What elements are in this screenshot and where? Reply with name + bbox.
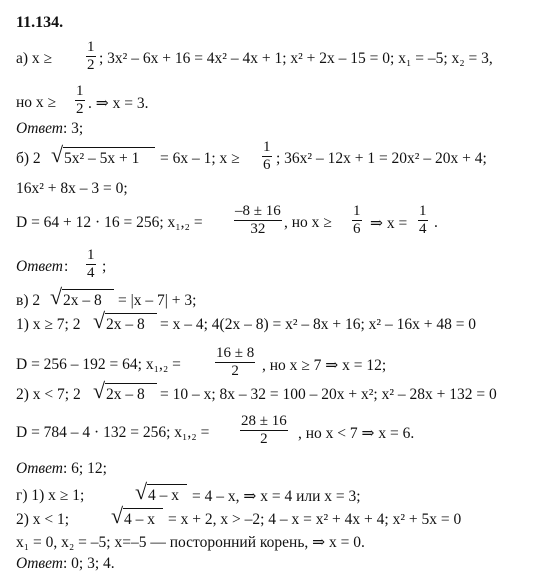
sqrt-sign-d2: √ [111,503,124,528]
answer-c: Ответ: 6; 12; [16,460,107,477]
line-b-disc: D = 64 + 12 · 16 = 256; x₁,₂ = [16,214,203,231]
radicand-c: 2x – 8 [63,292,102,309]
fraction-sixth: 1 6 [263,139,271,173]
line-c2-eq: = 10 – x; 8x – 32 = 100 – 20x + x²; x² – 28x + 132 = 0 [160,386,497,403]
line-d1-eq: = 4 – x, ⇒ x = 4 или x = 3; [192,488,361,505]
sqrt-sign-c2: √ [93,378,106,403]
line-b-eq2: ; 36x² – 12x + 1 = 20x² – 20x + 4; [276,150,487,167]
line-c1-start: 1) x ≥ 7; 2 [16,316,81,333]
sqrt-bar-d2 [123,508,163,509]
line-a-cond: но x ≥ [16,94,57,111]
sqrt-sign-c: √ [50,284,63,309]
line-a-eq: ; 3x² – 6x + 16 = 4x² – 4x + 1; x² + 2x – 15 = 0; x₁ = –5; x₂ = 3, [99,50,493,67]
line-b-eq: = 6x – 1; x ≥ [160,150,240,167]
line-b-quad: 16x² + 8x – 3 = 0; [16,180,128,197]
answer-b-colon: : [64,258,69,275]
sqrt-bar-c [62,289,114,290]
line-b-result: ⇒ x = [370,215,408,232]
line-c1-result: , но x ≥ 7 ⇒ x = 12; [262,357,387,374]
line-b-cond: , но x ≥ [284,214,332,231]
line-c2-result: , но x < 7 ⇒ x = 6. [298,425,415,442]
line-c2-disc: D = 784 – 4 · 132 = 256; x₁,₂ = [16,424,210,441]
line-c1-eq: = x – 4; 4(2x – 8) = x² – 8x + 16; x² – 16x + 48 = 0 [160,316,477,333]
line-c1-disc: D = 256 – 192 = 64; x₁,₂ = [16,356,181,373]
line-b-start: б) 2 [16,150,41,167]
answer-b-end: ; [102,258,107,275]
fraction-half-2: 1 2 [76,83,84,117]
problem-number: 11.134. [16,14,64,31]
radicand-c1: 2x – 8 [106,316,145,333]
radicand-d1: 4 – x [148,487,179,504]
fraction-sixth-2: 1 6 [353,203,361,237]
radicand-d2: 4 – x [124,511,155,528]
answer-b-fraction: 1 4 [87,247,95,281]
fraction-quarter: 1 4 [419,203,427,237]
line-d1-start: г) 1) x ≥ 1; [16,487,85,504]
line-c-eq: = |x – 7| + 3; [118,292,197,309]
line-c2-start: 2) x < 7; 2 [16,386,81,403]
fraction-half: 1 2 [87,39,95,73]
line-c-start: в) 2 [16,292,41,309]
sqrt-sign-c1: √ [93,308,106,333]
radicand-b: 5x² – 5x + 1 [64,150,140,167]
sqrt-bar-c1 [105,313,157,314]
fraction-b-roots: –8 ± 16 32 [235,203,281,237]
sqrt-bar-d1 [147,484,187,485]
fraction-c1-roots: 16 ± 8 2 [216,345,255,379]
sqrt-sign-d1: √ [135,479,148,504]
answer-d: Ответ: 0; 3; 4. [16,555,115,572]
answer-a: Ответ: 3; [16,120,84,137]
fraction-c2-roots: 28 ± 16 2 [241,413,287,447]
line-a-start: а) x ≥ [16,50,53,67]
sqrt-sign: √ [51,142,64,167]
sqrt-bar [63,147,155,148]
line-d2-eq: = x + 2, x > –2; 4 – x = x² + 4x + 4; x² + 5x = 0 [168,511,462,528]
answer-b-label: Ответ [16,258,63,275]
line-a-result: . ⇒ x = 3. [88,95,149,112]
sqrt-bar-c2 [105,383,157,384]
line-d2-start: 2) x < 1; [16,511,70,528]
line-d-roots: x₁ = 0, x₂ = –5; x=–5 — посторонний корень, ⇒ x = 0. [16,534,365,551]
line-b-dot: . [434,214,438,231]
radicand-c2: 2x – 8 [106,386,145,403]
